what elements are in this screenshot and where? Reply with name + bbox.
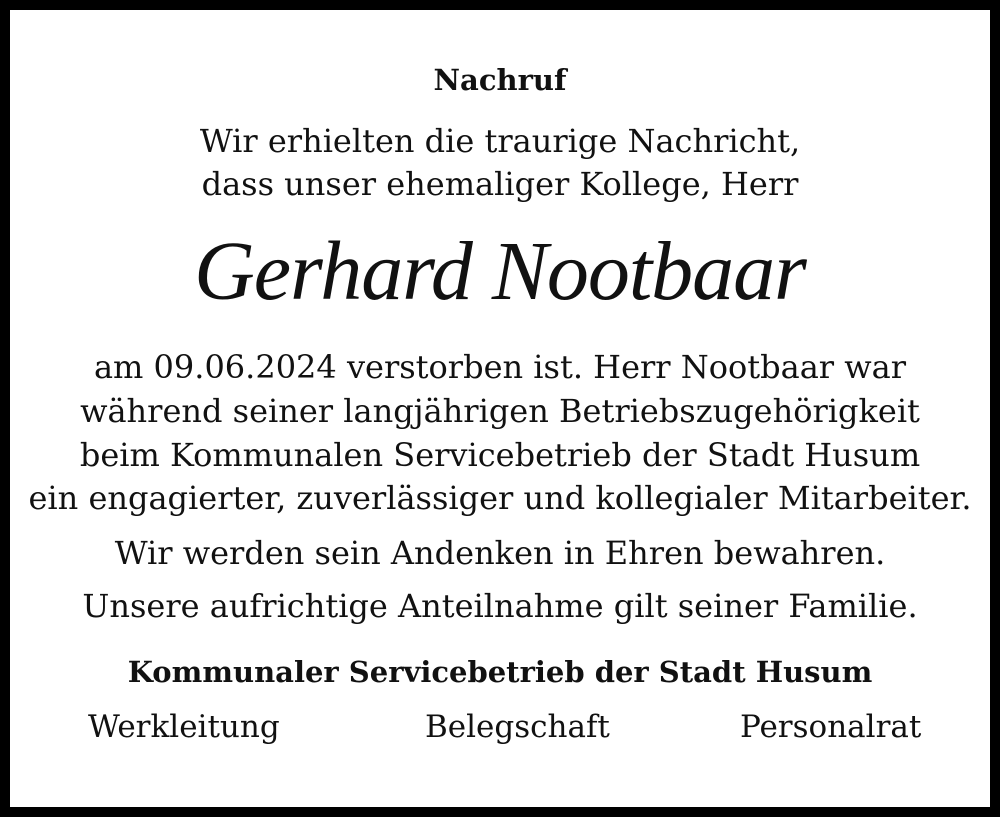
closing-line: Unsere aufrichtige Anteilnahme gilt seiner Familie.: [82, 587, 918, 625]
body-line: ein engagierter, zuverlässiger und kollegialer Mitarbeiter.: [28, 479, 972, 517]
signatory-works-council: Personalrat: [740, 709, 922, 745]
deceased-name: Gerhard Nootbaar: [194, 225, 806, 318]
signatory-staff: Belegschaft: [425, 709, 610, 745]
closing-line: Wir werden sein Andenken in Ehren bewahren.: [114, 534, 886, 572]
intro-line: dass unser ehemaliger Kollege, Herr: [201, 165, 799, 203]
notice-heading: Nachruf: [433, 63, 567, 97]
body-line: beim Kommunalen Servicebetrieb der Stadt Husum: [79, 436, 921, 474]
intro-line: Wir erhielten die traurige Nachricht,: [199, 122, 801, 160]
body-line: während seiner langjährigen Betriebszugehörigkeit: [80, 392, 920, 430]
organization-name: Kommunaler Servicebetrieb der Stadt Husum: [127, 655, 873, 689]
body-line: am 09.06.2024 verstorben ist. Herr Nootbaar war: [93, 348, 907, 386]
signatory-management: Werkleitung: [88, 709, 280, 745]
